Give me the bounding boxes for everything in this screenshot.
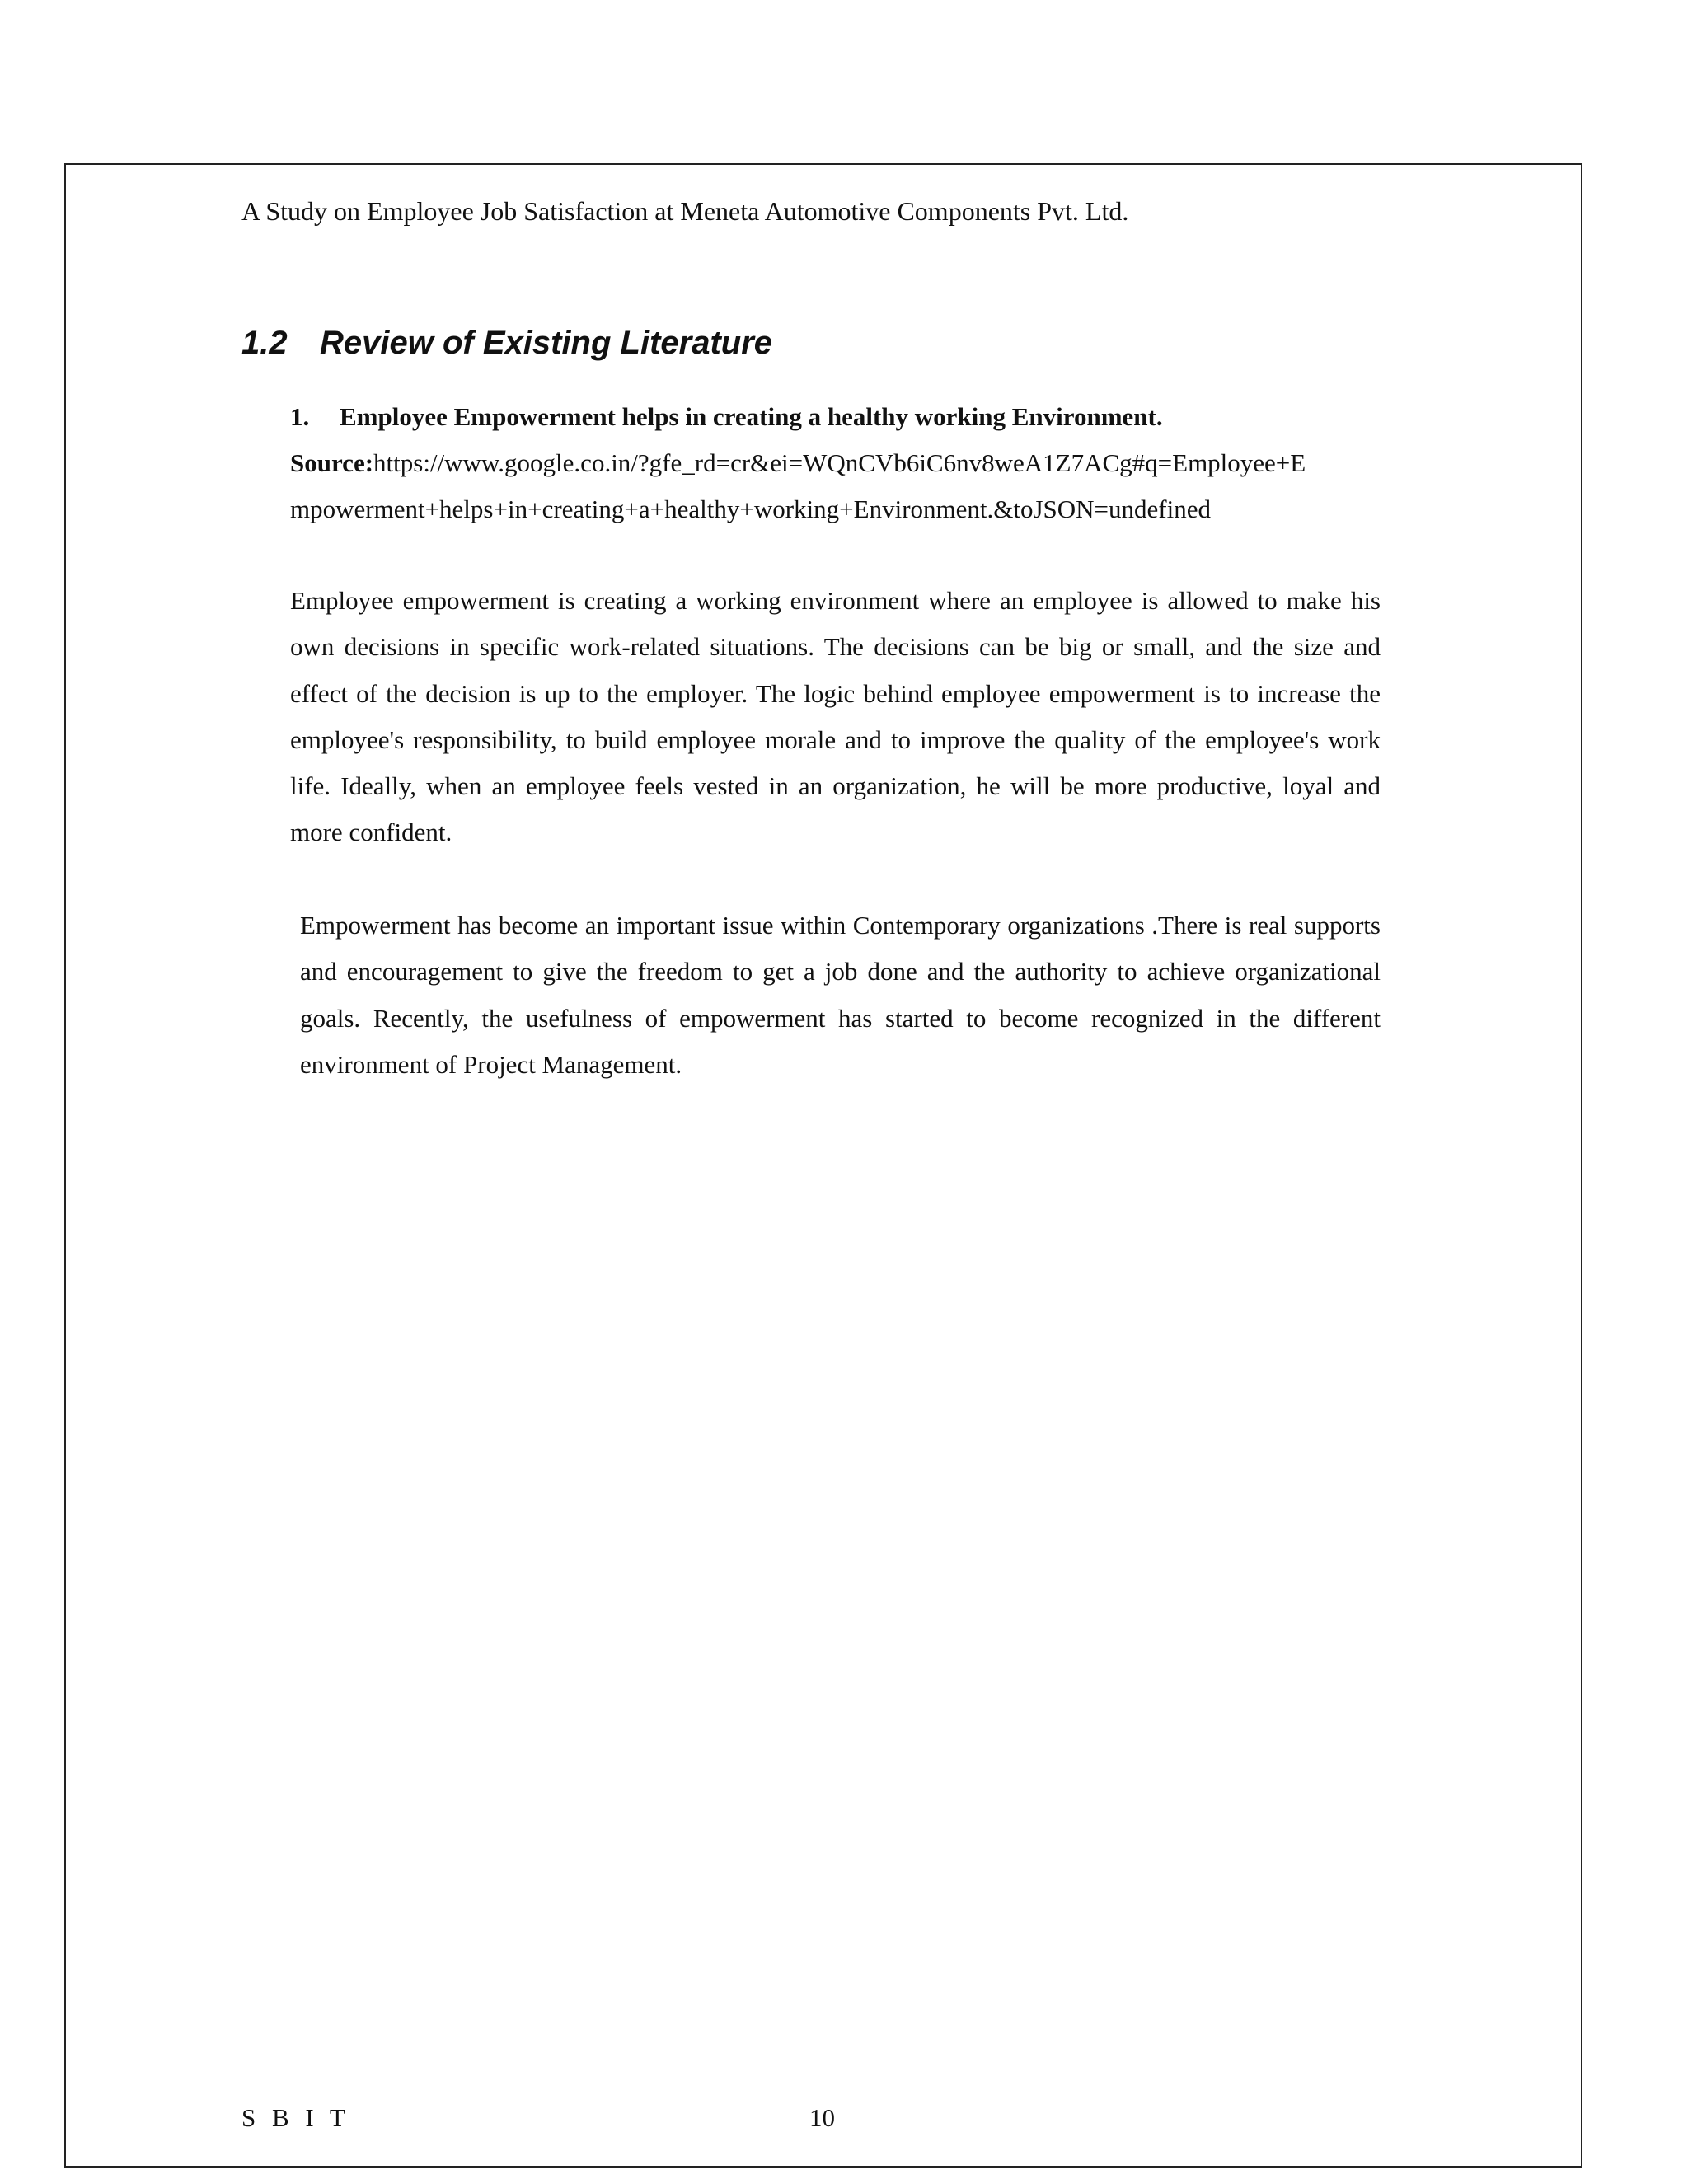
source-label: Source: xyxy=(290,448,374,477)
literature-item-number: 1. xyxy=(290,402,310,431)
footer-institution: S B I T xyxy=(241,2103,350,2132)
paragraph-2: Empowerment has become an important issue within Contemporary organizations .There is real supports and encouragement to give the freedom to get a job done and the authority to achieve organizational goals. Recently, the usefulness of empowerment has started to become recognized in the different environment of Project Management. xyxy=(300,911,1381,1079)
section-heading xyxy=(241,321,772,364)
section-title: Review of Existing Literature xyxy=(320,325,773,361)
running-header: A Study on Employee Job Satisfaction at Meneta Automotive Components Pvt. Ltd. xyxy=(241,196,1129,226)
source-url-part2: mpowerment+helps+in+creating+a+healthy+working+Environment.&toJSON=undefined xyxy=(290,494,1211,523)
source-url-part1: https://www.google.co.in/?gfe_rd=cr&ei=WQnCVb6iC6nv8weA1Z7ACg#q=Employee+E xyxy=(373,448,1306,477)
footer-page-number: 10 xyxy=(809,2103,835,2132)
paragraph-1: Employee empowerment is creating a working environment where an employee is allowed to make his own decisions in specific work-related situations. The decisions can be big or small, and the size and effect of the decision is up to the employer. The logic behind employee empowerment is to increase the employee's responsibility, to build employee morale and to improve the quality of the employee's work life. Ideally, when an employee feels vested in an organization, he will be more productive, loyal and more confident. xyxy=(290,586,1381,847)
source-line-1 xyxy=(290,445,1306,481)
literature-item-heading xyxy=(290,399,1163,435)
section-number: 1.2 xyxy=(241,325,288,361)
literature-item-title: Employee Empowerment helps in creating a healthy working Environment. xyxy=(340,402,1163,431)
source-line-2 xyxy=(290,491,1211,527)
